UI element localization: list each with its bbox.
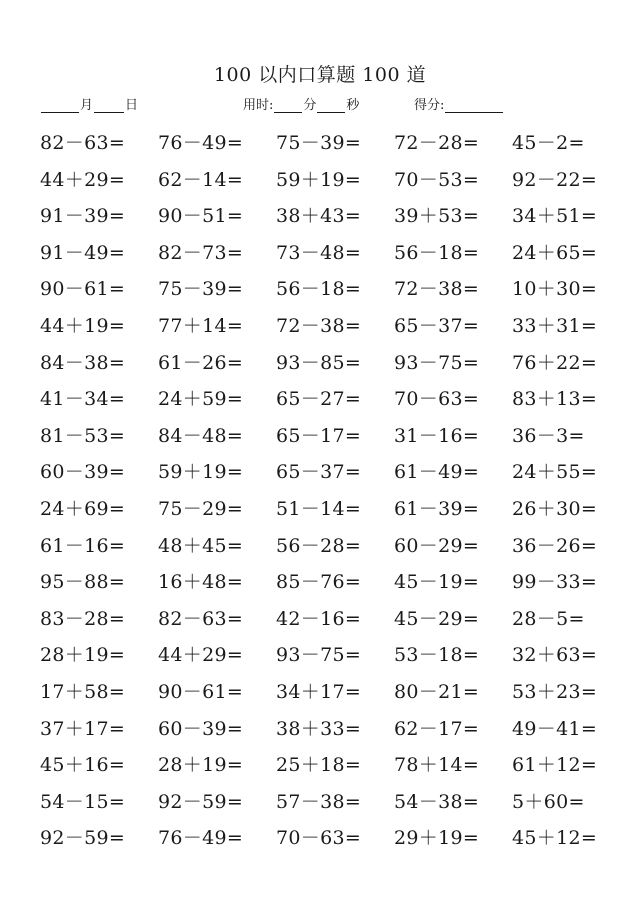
problem-item: 82－63= bbox=[158, 607, 244, 630]
minute-blank[interactable] bbox=[274, 100, 302, 113]
problem-item: 72－28= bbox=[394, 132, 480, 154]
problem-item: 44＋19= bbox=[40, 314, 126, 337]
time-field bbox=[243, 94, 359, 113]
problem-item: 82－63= bbox=[40, 132, 126, 154]
problem-item: 44＋29= bbox=[40, 168, 126, 191]
problem-item: 28－5= bbox=[512, 607, 585, 630]
problem-item: 37＋17= bbox=[40, 717, 126, 740]
problem-item: 65－37= bbox=[276, 461, 362, 484]
problem-item: 75－39= bbox=[276, 132, 362, 154]
problem-item: 17＋58= bbox=[40, 680, 126, 703]
month-blank[interactable] bbox=[41, 100, 79, 113]
problem-item: 77＋14= bbox=[158, 314, 244, 337]
problem-item: 5＋60= bbox=[512, 790, 585, 813]
problem-item: 76－49= bbox=[158, 827, 244, 850]
problem-item: 73－48= bbox=[276, 241, 362, 264]
problem-item: 54－15= bbox=[40, 790, 126, 813]
problem-item: 90－61= bbox=[158, 680, 244, 703]
problem-item: 45－2= bbox=[512, 132, 585, 154]
problem-item: 31－16= bbox=[394, 424, 480, 447]
problem-item: 81－53= bbox=[40, 424, 126, 447]
problem-item: 28＋19= bbox=[158, 754, 244, 777]
problem-item: 45＋16= bbox=[40, 754, 126, 777]
problem-item: 45＋12= bbox=[512, 827, 598, 850]
problem-item: 53－18= bbox=[394, 644, 480, 667]
problem-item: 90－61= bbox=[40, 278, 126, 301]
problem-item: 38＋43= bbox=[276, 205, 362, 228]
problem-item: 83－28= bbox=[40, 607, 126, 630]
problem-item: 10＋30= bbox=[512, 278, 598, 301]
problem-item: 91－39= bbox=[40, 205, 126, 228]
problem-item: 44＋29= bbox=[158, 644, 244, 667]
problem-item: 62－17= bbox=[394, 717, 480, 740]
second-blank[interactable] bbox=[317, 100, 345, 113]
problem-item: 85－76= bbox=[276, 571, 362, 594]
problem-item: 61＋12= bbox=[512, 754, 598, 777]
problem-item: 70－53= bbox=[394, 168, 480, 191]
problem-item: 28＋19= bbox=[40, 644, 126, 667]
problem-item: 61－16= bbox=[40, 534, 126, 557]
problem-item: 32＋63= bbox=[512, 644, 598, 667]
problem-item: 54－38= bbox=[394, 790, 480, 813]
problem-item: 60－39= bbox=[158, 717, 244, 740]
problem-grid bbox=[40, 125, 630, 857]
problem-item: 36－3= bbox=[512, 424, 585, 447]
problem-item: 92－22= bbox=[512, 168, 598, 191]
problem-item: 93－85= bbox=[276, 351, 362, 374]
problem-item: 65－17= bbox=[276, 424, 362, 447]
problem-item: 61－26= bbox=[158, 351, 244, 374]
problem-item: 78＋14= bbox=[394, 754, 480, 777]
problem-item: 93－75= bbox=[394, 351, 480, 374]
problem-item: 75－29= bbox=[158, 497, 244, 520]
problem-item: 92－59= bbox=[40, 827, 126, 850]
problem-item: 56－28= bbox=[276, 534, 362, 557]
problem-item: 38＋33= bbox=[276, 717, 362, 740]
problem-item: 59＋19= bbox=[158, 461, 244, 484]
problem-item: 24＋55= bbox=[512, 461, 598, 484]
problem-item: 65－37= bbox=[394, 314, 480, 337]
problem-item: 61－49= bbox=[394, 461, 480, 484]
problem-item: 90－51= bbox=[158, 205, 244, 228]
time-label: 用时: bbox=[243, 98, 274, 113]
worksheet-title: 100 以内口算题 100 道 bbox=[213, 64, 427, 86]
problem-item: 41－34= bbox=[40, 388, 126, 411]
score-field bbox=[414, 94, 504, 113]
problem-item: 25＋18= bbox=[276, 754, 362, 777]
problem-item: 33＋31= bbox=[512, 314, 598, 337]
problem-item: 51－14= bbox=[276, 497, 362, 520]
problem-item: 84－38= bbox=[40, 351, 126, 374]
problem-item: 70－63= bbox=[276, 827, 362, 850]
problem-item: 48＋45= bbox=[158, 534, 244, 557]
day-blank[interactable] bbox=[94, 100, 124, 113]
month-label: 月 bbox=[80, 98, 94, 113]
problem-item: 26＋30= bbox=[512, 497, 598, 520]
problem-item: 60－39= bbox=[40, 461, 126, 484]
problem-item: 76－49= bbox=[158, 132, 244, 154]
day-label: 日 bbox=[125, 98, 139, 113]
problem-item: 61－39= bbox=[394, 497, 480, 520]
problem-item: 42－16= bbox=[276, 607, 362, 630]
problem-item: 45－19= bbox=[394, 571, 480, 594]
problem-item: 36－26= bbox=[512, 534, 598, 557]
problem-item: 95－88= bbox=[40, 571, 126, 594]
problem-item: 34＋17= bbox=[276, 680, 362, 703]
problem-item: 24＋69= bbox=[40, 497, 126, 520]
score-blank[interactable] bbox=[445, 100, 503, 113]
problem-item: 29＋19= bbox=[394, 827, 480, 850]
problem-item: 72－38= bbox=[394, 278, 480, 301]
problem-item: 91－49= bbox=[40, 241, 126, 264]
problem-item: 92－59= bbox=[158, 790, 244, 813]
problem-item: 34＋51= bbox=[512, 205, 598, 228]
problem-item: 76＋22= bbox=[512, 351, 598, 374]
problem-item: 83＋13= bbox=[512, 388, 598, 411]
problem-item: 65－27= bbox=[276, 388, 362, 411]
problem-item: 75－39= bbox=[158, 278, 244, 301]
problem-item: 99－33= bbox=[512, 571, 598, 594]
second-label: 秒 bbox=[346, 98, 360, 113]
problem-item: 56－18= bbox=[276, 278, 362, 301]
problem-item: 72－38= bbox=[276, 314, 362, 337]
minute-label: 分 bbox=[303, 98, 317, 113]
problem-item: 82－73= bbox=[158, 241, 244, 264]
problem-item: 24＋65= bbox=[512, 241, 598, 264]
problem-item: 16＋48= bbox=[158, 571, 244, 594]
problem-item: 60－29= bbox=[394, 534, 480, 557]
problem-item: 93－75= bbox=[276, 644, 362, 667]
problem-item: 45－29= bbox=[394, 607, 480, 630]
problem-item: 59＋19= bbox=[276, 168, 362, 191]
problem-item: 56－18= bbox=[394, 241, 480, 264]
problem-item: 24＋59= bbox=[158, 388, 244, 411]
problem-item: 53＋23= bbox=[512, 680, 598, 703]
date-field bbox=[40, 94, 138, 113]
problem-item: 84－48= bbox=[158, 424, 244, 447]
problem-item: 39＋53= bbox=[394, 205, 480, 228]
problem-item: 62－14= bbox=[158, 168, 244, 191]
score-label: 得分: bbox=[414, 98, 445, 113]
problem-item: 49－41= bbox=[512, 717, 598, 740]
problem-item: 80－21= bbox=[394, 680, 480, 703]
problem-item: 57－38= bbox=[276, 790, 362, 813]
problem-item: 70－63= bbox=[394, 388, 480, 411]
